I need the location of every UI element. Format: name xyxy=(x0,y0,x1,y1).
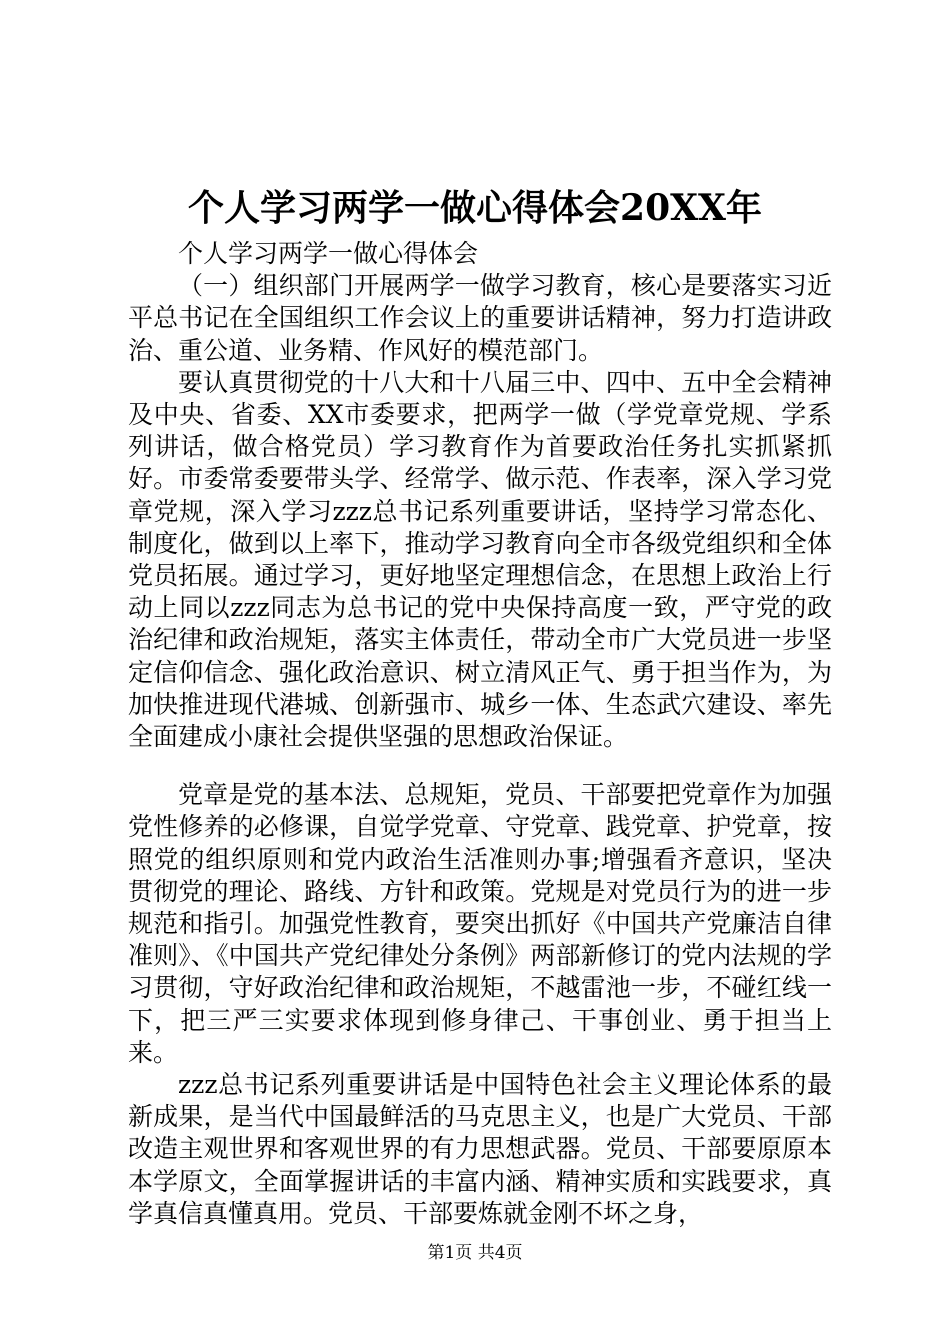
document-title: 个人学习两学一做心得体会20XX年 xyxy=(188,187,762,229)
paragraph-section-one: （一）组织部门开展两学一做学习教育，核心是要落实习近平总书记在全国组织工作会议上的重要讲话精神，努力打造讲政治、重公道、业务精、作风好的模范部门。 xyxy=(128,271,832,365)
paragraph-subtitle: 个人学习两学一做心得体会 xyxy=(178,239,479,268)
paragraph: 党章是党的基本法、总规矩，党员、干部要把党章作为加强党性修养的必修课，自觉学党章、守党章、践党章、护党章，按照党的组织原则和党内政治生活准则办事;增强看齐意识，坚决贯彻党的理论、路线、方针和政策。党规是对党员行为的进一步规范和指引。加强党性教育，要突出抓好《中国共产党廉洁自律准则》、《中国共产党纪律处分条例》两部新修订的党内法规的学习贯彻，守好政治纪律和政治规矩，不越雷池一步，不碰红线一下，把三严三实要求体现到修身律己、干事创业、勇于担当上来。 xyxy=(128,780,832,1067)
paragraph: zzz总书记系列重要讲话是中国特色社会主义理论体系的最新成果，是当代中国最鲜活的马克思主义，也是广大党员、干部改造主观世界和客观世界的有力思想武器。党员、干部要原原本本学原文，全面掌握讲话的丰富内涵、精神实质和实践要求，真学真信真懂真用。党员、干部要炼就金刚不坏之身， xyxy=(128,1070,832,1228)
paragraph: 要认真贯彻党的十八大和十八届三中、四中、五中全会精神及中央、省委、XX市委要求，把两学一做（学党章党规、学系列讲话，做合格党员）学习教育作为首要政治任务扎实抓紧抓好。市委常委要带头学、经常学、做示范、作表率，深入学习党章党规，深入学习zzz总书记系列重要讲话，坚持学习常态化、制度化，做到以上率下，推动学习教育向全市各级党组织和全体党员拓展。通过学习，更好地坚定理想信念，在思想上政治上行动上同以zzz同志为总书记的党中央保持高度一致，严守党的政治纪律和政治规矩，落实主体责任，带动全市广大党员进一步坚定信仰信念、强化政治意识、树立清风正气、勇于担当作为，为加快推进现代港城、创新强市、城乡一体、生态武穴建设、率先全面建成小康社会提供坚强的思想政治保证。 xyxy=(128,367,832,752)
page-number: 第1页 xyxy=(427,1243,473,1263)
document-body xyxy=(128,238,832,1230)
page-total: 共4页 xyxy=(477,1243,523,1263)
page-footer xyxy=(0,1241,950,1265)
